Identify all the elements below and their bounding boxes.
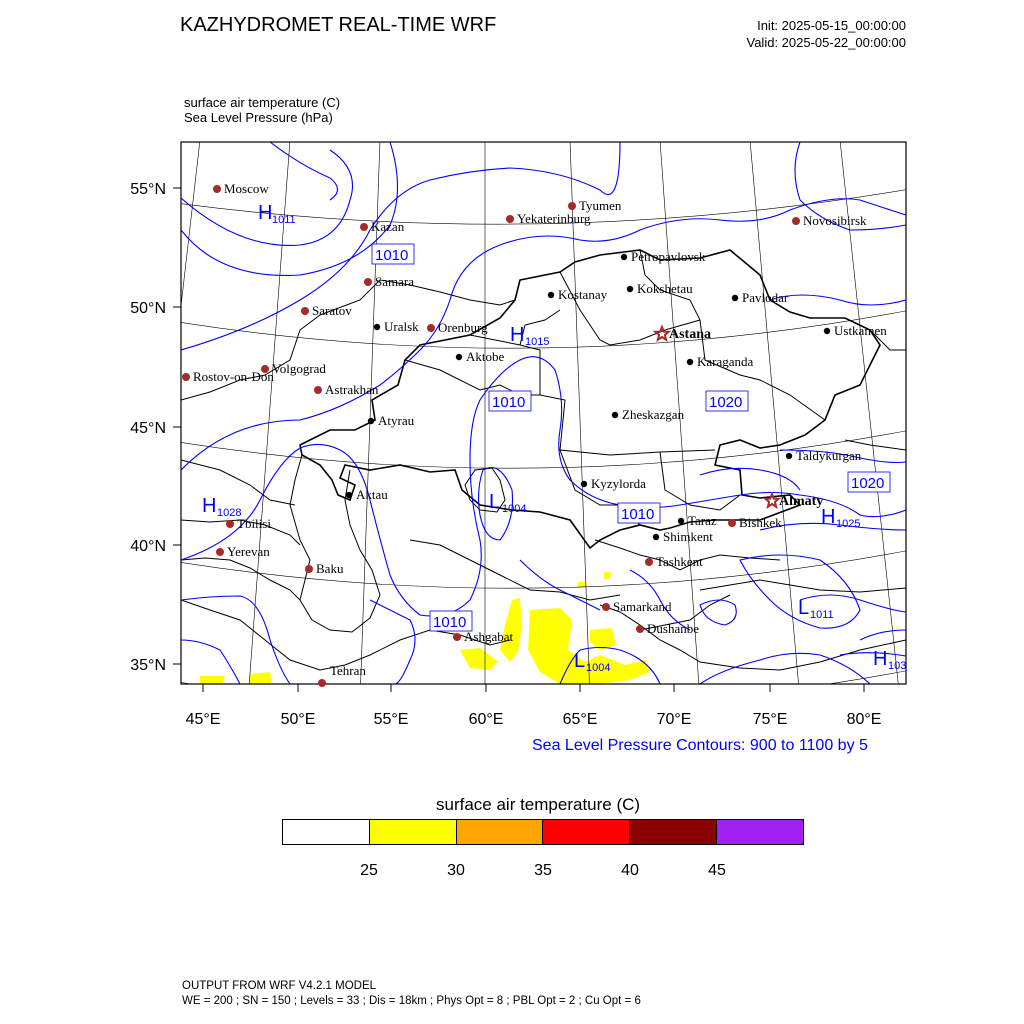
- city-label: Astrakhan: [325, 382, 379, 397]
- contour-label: 1010: [621, 506, 655, 523]
- pressure-center-letter: H: [510, 324, 525, 346]
- lon-axis-labels: [186, 711, 882, 728]
- city-marker-icon: [213, 185, 221, 193]
- lon-label: 50°E: [280, 711, 316, 728]
- city-kazan: [360, 219, 405, 234]
- colorbar-segment: [630, 820, 717, 844]
- city-marker-icon: [678, 518, 684, 524]
- lat-label: 55°N: [130, 181, 166, 198]
- pressure-center-value: 1011: [272, 214, 296, 226]
- city-label: Baku: [316, 561, 344, 576]
- lon-label: 45°E: [185, 711, 221, 728]
- lat-label: 40°N: [130, 538, 166, 555]
- city-marker-icon: [305, 565, 313, 573]
- city-bishkek: [728, 515, 782, 530]
- city-label: Kazan: [371, 219, 405, 234]
- city-taraz: [678, 513, 717, 528]
- city-marker-icon: [364, 278, 372, 286]
- city-marker-icon: [318, 679, 326, 687]
- city-yekaterinburg: [506, 211, 591, 226]
- contour-label: 1020: [851, 475, 885, 492]
- city-label: Tashkent: [656, 554, 703, 569]
- contour-label: 1010: [492, 394, 526, 411]
- city-label: Almaty: [779, 494, 824, 509]
- city-label: Pavlodar: [742, 290, 789, 305]
- city-samara: [364, 274, 414, 289]
- init-time: Init: 2025-05-15_00:00:00: [757, 18, 906, 33]
- city-marker-icon: [627, 286, 633, 292]
- city-label: Karaganda: [697, 354, 754, 369]
- city-label: Volgograd: [272, 361, 326, 376]
- city-marker-icon: [568, 202, 576, 210]
- city-zheskazgan: [612, 407, 685, 422]
- city-label: Aktobe: [466, 349, 505, 364]
- city-marker-icon: [621, 254, 627, 260]
- city-label: Ashgabat: [464, 629, 514, 644]
- lat-axis-labels: [130, 181, 166, 674]
- lon-label: 65°E: [562, 711, 598, 728]
- city-marker-icon: [824, 328, 830, 334]
- colorbar: [282, 819, 804, 845]
- city-label: Orenburg: [438, 320, 488, 335]
- colorbar-label: 25: [360, 862, 378, 879]
- page-title: KAZHYDROMET REAL-TIME WRF: [180, 14, 497, 36]
- pressure-center-value: 1004: [502, 503, 527, 515]
- pressure-center-value: 1025: [836, 518, 861, 530]
- city-marker-icon: [581, 481, 587, 487]
- pressure-center-letter: H: [821, 506, 836, 528]
- contour-note: Sea Level Pressure Contours: 900 to 1100 by 5: [532, 737, 868, 754]
- pressure-center-value: 1028: [217, 507, 242, 519]
- city-marker-icon: [645, 558, 653, 566]
- city-label: Kostanay: [558, 287, 608, 302]
- contour-label: 1010: [375, 247, 409, 264]
- city-saratov: [301, 303, 352, 318]
- city-marker-icon: [374, 324, 380, 330]
- city-pavlodar: [732, 290, 789, 305]
- city-label: Yekaterinburg: [517, 211, 591, 226]
- colorbar-label: 35: [534, 862, 552, 879]
- city-marker-icon: [314, 386, 322, 394]
- city-marker-icon: [346, 492, 352, 498]
- city-label: Kokshetau: [637, 281, 693, 296]
- city-label: Novosibirsk: [803, 213, 867, 228]
- city-marker-icon: [368, 418, 374, 424]
- city-kyzylorda: [581, 476, 646, 491]
- pressure-center-letter: H: [258, 202, 273, 224]
- city-astrakhan: [314, 382, 379, 397]
- pressure-center-value: 1015: [525, 336, 550, 348]
- city-marker-icon: [786, 453, 792, 459]
- city-marker-icon: [301, 307, 309, 315]
- city-kostanay: [548, 287, 608, 302]
- lon-label: 75°E: [752, 711, 788, 728]
- city-kokshetau: [627, 281, 693, 296]
- lon-label: 55°E: [373, 711, 409, 728]
- city-label: Bishkek: [739, 515, 782, 530]
- capital-star-icon: [655, 327, 668, 340]
- city-label: Ustkamen: [834, 323, 887, 338]
- city-astana: [655, 327, 711, 342]
- city-marker-icon: [653, 534, 659, 540]
- lat-label: 35°N: [130, 657, 166, 674]
- city-petropavlovsk: [621, 249, 706, 264]
- colorbar-label: 45: [708, 862, 726, 879]
- city-label: Rostov-on-Don: [193, 369, 274, 384]
- temperature-field-label: surface air temperature (C): [184, 95, 341, 110]
- city-rostov-on-don: [182, 369, 274, 384]
- city-moscow: [213, 181, 269, 196]
- lat-label: 50°N: [130, 300, 166, 317]
- colorbar-segment: [543, 820, 630, 844]
- colorbar-segment: [283, 820, 370, 844]
- city-label: Aktau: [356, 487, 388, 502]
- pressure-center-value: 1011: [810, 609, 834, 621]
- city-label: Shimkent: [663, 529, 713, 544]
- colorbar-label: 40: [621, 862, 639, 879]
- valid-time: Valid: 2025-05-22_00:00:00: [746, 35, 906, 50]
- city-marker-icon: [732, 295, 738, 301]
- lon-label: 80°E: [846, 711, 882, 728]
- city-label: Saratov: [312, 303, 352, 318]
- city-marker-icon: [456, 354, 462, 360]
- city-label: Kyzylorda: [591, 476, 646, 491]
- city-label: Tbilisi: [237, 516, 271, 531]
- city-marker-icon: [728, 519, 736, 527]
- city-uralsk: [374, 319, 419, 334]
- city-marker-icon: [792, 217, 800, 225]
- pressure-center-value: 1004: [586, 662, 611, 674]
- city-aktobe: [456, 349, 505, 364]
- city-label: Dushanbe: [647, 621, 699, 636]
- city-taldykurgan: [786, 448, 862, 463]
- city-karaganda: [687, 354, 754, 369]
- city-label: Yerevan: [227, 544, 270, 559]
- city-novosibirsk: [792, 213, 867, 228]
- city-marker-icon: [226, 520, 234, 528]
- contour-label: 1020: [709, 394, 743, 411]
- city-label: Petropavlovsk: [631, 249, 706, 264]
- lat-label: 45°N: [130, 420, 166, 437]
- city-marker-icon: [636, 625, 644, 633]
- city-marker-icon: [687, 359, 693, 365]
- pressure-center-letter: H: [202, 495, 217, 517]
- colorbar-segment: [717, 820, 803, 844]
- lon-label: 70°E: [656, 711, 692, 728]
- city-marker-icon: [360, 223, 368, 231]
- colorbar-label: 30: [447, 862, 465, 879]
- city-orenburg: [427, 320, 488, 335]
- city-label: Tyumen: [579, 198, 622, 213]
- city-marker-icon: [453, 633, 461, 641]
- pressure-center-letter: L: [574, 650, 586, 672]
- city-label: Uralsk: [384, 319, 419, 334]
- pressure-field-label: Sea Level Pressure (hPa): [184, 110, 333, 125]
- city-label: Astana: [669, 327, 712, 342]
- city-marker-icon: [506, 215, 514, 223]
- city-label: Taraz: [688, 513, 717, 528]
- city-label: Taldykurgan: [796, 448, 862, 463]
- model-info: OUTPUT FROM WRF V4.2.1 MODEL: [182, 980, 377, 992]
- city-samarkand: [602, 599, 672, 614]
- contour-label: 1010: [433, 614, 467, 631]
- city-marker-icon: [216, 548, 224, 556]
- city-marker-icon: [602, 603, 610, 611]
- city-label: Moscow: [224, 181, 269, 196]
- colorbar-segment: [457, 820, 544, 844]
- colorbar-segment: [370, 820, 457, 844]
- city-label: Samara: [375, 274, 414, 289]
- model-config: WE = 200 ; SN = 150 ; Levels = 33 ; Dis = 18km ; Phys Opt = 8 ; PBL Opt = 2 ; Cu Opt = 6: [182, 995, 641, 1007]
- lon-label: 60°E: [468, 711, 504, 728]
- city-marker-icon: [427, 324, 435, 332]
- city-tashkent: [645, 554, 703, 569]
- city-label: Atyrau: [378, 413, 415, 428]
- colorbar-title: surface air temperature (C): [436, 795, 641, 814]
- city-marker-icon: [548, 292, 554, 298]
- pressure-center-letter: L: [798, 597, 810, 619]
- city-label: Tehran: [330, 663, 366, 678]
- city-marker-icon: [612, 412, 618, 418]
- city-label: Zheskazgan: [622, 407, 685, 422]
- city-label: Samarkand: [613, 599, 672, 614]
- city-marker-icon: [182, 373, 190, 381]
- city-yerevan: [216, 544, 270, 559]
- pressure-center-letter: H: [873, 648, 888, 670]
- pressure-center-value: 103: [888, 660, 907, 672]
- city-shimkent: [653, 529, 713, 544]
- city-baku: [305, 561, 344, 576]
- city-ustkamen: [824, 323, 887, 338]
- pressure-center-letter: L: [489, 491, 501, 513]
